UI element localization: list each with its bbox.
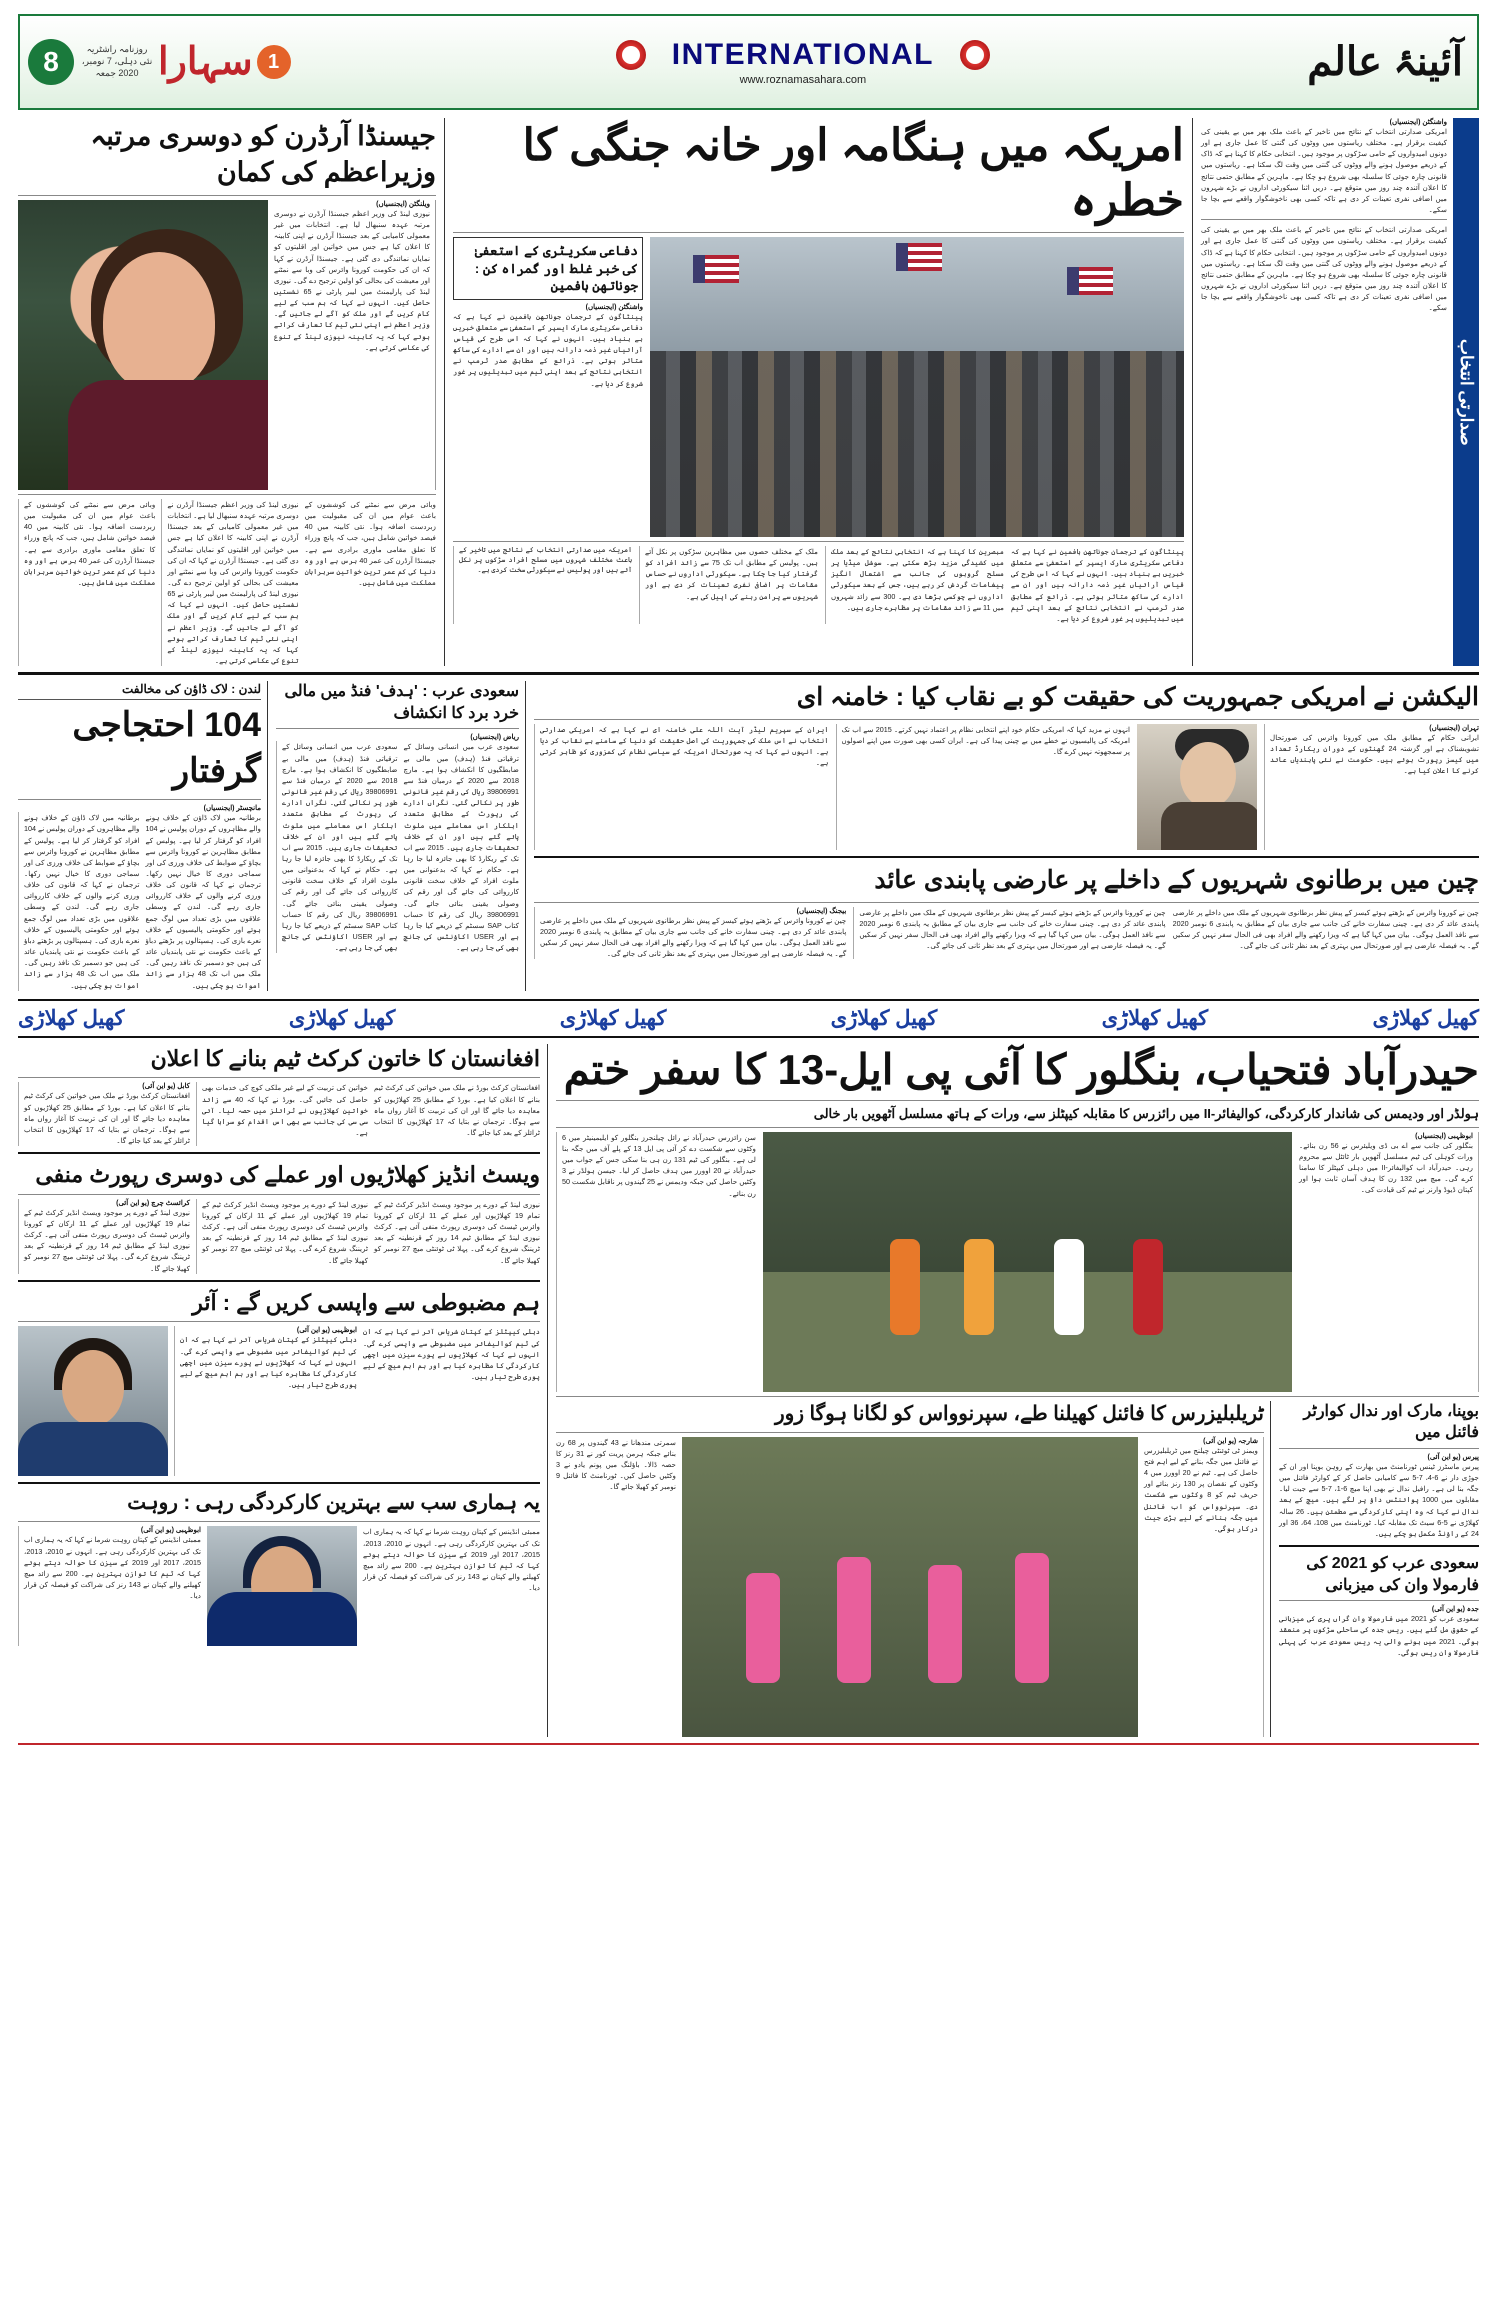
rohit-body: ممبئی انڈینس کے کپتان روہت شرما نے کہا کہ یہ ہماری اب تک کی بہترین کارکردگی رہی ہے۔ انہوں نے 2010، 2013، 2015، 2017 اور 2019 کے سیزن کا حوالہ دیتے ہوئے کہا کہ ٹیم کا توازن بہترین ہے۔ 200 سے زائد میچ کھیلنے والے کپتان نے 143 رنز کی شراکت کو فیصلہ کن قرار دیا۔ <box>24 1535 201 1601</box>
jacinda-body: نیوزی لینڈ کی وزیر اعظم جیسنڈا آرڈرن نے دوسری مرتبہ عہدہ سنبھال لیا ہے۔ انتخابات میں غیر معمولی کامیابی کے بعد جیسنڈا آرڈرن نے اپنی کابینہ کا اعلان کیا ہے جس میں خواتین اور اقلیتوں کو نمایاں نمائندگی دی گئی ہے۔ جیسنڈا آرڈرن نے کہا کہ ان کی حکومت کورونا وائرس کی وبا سے نمٹنے اور معیشت کی بحالی کو اولین ترجیح دے گی۔ نیوزی لینڈ کی پارلیمنٹ میں لیبر پارٹی نے 65 نشستیں حاصل کیں۔ انہوں نے کہا کہ ہم سب کے لیے کام کریں گے اور ملک کو آگے لے جائیں گے۔ وزیر اعظم نے اپنی نئی ٹیم کا تعارف کراتے ہوئے کہا کہ یہ کابینہ نیوزی لینڈ کے تنوع کی عکاسی کرتی ہے۔ <box>274 208 430 352</box>
top-section <box>18 118 1479 666</box>
page-number: 8 <box>28 39 74 85</box>
article-saudi-fund <box>276 681 526 990</box>
khamenei-col2: انہوں نے مزید کہا کہ امریکی حکام خود اپنے انتخابی نظام پر اعتماد نہیں کرتے۔ 2015 سے اب تک امریکہ کی پالیسیوں نے خطے میں بے چینی پیدا کی ہے۔ ایران کسی بھی صورت میں اپنے اصولوں پر سمجھوتہ نہیں کرے گا۔ <box>841 724 1131 757</box>
article-america <box>444 118 1193 666</box>
jacinda-body-4: وبائی مرض سے نمٹنے کی کوششوں کے باعث عوام میں ان کی مقبولیت میں زبردست اضافہ ہوا۔ نئی کابینہ میں 40 فیصد خواتین شامل ہیں، جب کہ پانچ وزراء کا تعلق مقامی ماوری برادری سے ہے۔ جیسنڈا آرڈرن کی عمر 40 برس ہے اور وہ دنیا کی کم عمر ترین خواتین سربراہان مملکت میں شامل ہیں۔ <box>304 499 436 587</box>
saudi-fund-headline: سعودی عرب : 'ہدف' فنڈ میں مالی خرد برد کا انکشاف <box>284 683 519 722</box>
presidential-body: امریکی صدارتی انتخاب کے نتائج میں تاخیر کے باعث ملک بھر میں بے یقینی کی کیفیت برقرار ہے۔ مختلف ریاستوں میں ووٹوں کی گنتی کا عمل جاری ہے اور دونوں امیدواروں کے حامی سڑکوں پر موجود ہیں۔ انتخابی حکام کا کہنا ہے کہ ڈاک کے ذریعے موصول ہونے والے ووٹوں کی گنتی میں وقت لگ سکتا ہے۔ ریاستوں میں قانونی چارہ جوئی کا سلسلہ بھی شروع ہو چکا ہے۔ ماہرین کے مطابق حتمی نتائج کا اعلان آئندہ چند روز میں متوقع ہے۔ دریں اثنا سیکورٹی اداروں نے بڑے شہروں میں اضافی نفری تعینات کر دی ہے تاکہ کسی بھی ناخوشگوار واقعے سے بچا جا سکے۔ <box>1201 127 1447 215</box>
masthead-right <box>1307 16 1477 108</box>
presidential-byline: واشنگٹن (ایجنسیاں) <box>1389 119 1447 126</box>
logo-subtitle: روزنامہ راشٹریہ <box>86 44 148 55</box>
masthead <box>18 14 1479 110</box>
jacinda-headline: جیسنڈا آرڈرن کو دوسری مرتبہ وزیراعظم کی کمان <box>90 121 436 188</box>
china-body-2: چین نے کورونا وائرس کے بڑھتے ہوئے کیسز کے پیش نظر برطانوی شہریوں کے ملک میں داخلے پر عارضی پابندی عائد کر دی ہے۔ چینی سفارت خانے کی جانب سے جاری بیان کے مطابق یہ پابندی 6 نومبر 2020 سے نافذ العمل ہوگی۔ بیان میں کہا گیا ہے کہ ویزا رکھنے والے افراد بھی فی الحال سفر نہیں کر سکیں گے۔ یہ فیصلہ عارضی ہے اور صورتحال میں بہتری کے بعد نظر ثانی کی جائے گی۔ <box>859 907 1166 951</box>
article-london <box>18 681 268 990</box>
iran-body: ایرانی حکام کے مطابق ملک میں کورونا وائرس کی صورتحال تشویشناک ہے اور گزشتہ 24 گھنٹوں کے دوران ریکارڈ تعداد میں کیسز رپورٹ ہوئے ہیں۔ حکومت نے نئی پابندیاں عائد کرنے کا اعلان کیا ہے۔ <box>1270 732 1479 776</box>
article-women-final <box>556 1401 1271 1737</box>
shreyas-iyer-photo <box>18 1326 168 1476</box>
afghanistan-body-3: افغانستان کرکٹ بورڈ نے ملک میں خواتین کی کرکٹ ٹیم بنانے کا اعلان کیا ہے۔ بورڈ کے مطابق 25 کھلاڑیوں کو معاہدہ دیا جائے گا اور ان کی تربیت کا آغاز رواں ماہ سے ہوگا۔ ترجمان نے بتایا کہ 17 کھلاڑیوں کا انتخاب ٹرائلز کے بعد کیا جائے گا۔ <box>374 1083 541 1137</box>
website-url[interactable]: www.roznamasahara.com <box>739 74 867 86</box>
us-protest-photo <box>650 237 1184 537</box>
sports-section <box>18 1044 1479 1737</box>
tennis-body: پیرس ماسٹرز ٹینس ٹورنامنٹ میں بھارت کے روہن بوپنا اور ان کے جوڑی دار نے 6-4، 7-5 سے کامیابی حاصل کر کے کوارٹر فائنل میں جگہ بنا لی ہے۔ رافیل ندال نے بھی اپنا میچ 6-1، 7-5 سے جیت لیا۔ مقابلوں میں 1000 پوائنٹس داؤ پر لگے ہیں۔ میچ کے بعد ندال نے کہا کہ وہ اپنی کارکردگی سے مطمئن ہیں۔ 26 سالہ کھلاڑی نے 5-6 سیٹ تک مقابلہ کیا۔ ٹورنامنٹ میں 108، 64، 36 اور 24 کے راؤنڈ مکمل ہو چکے ہیں۔ <box>1279 1461 1479 1538</box>
afghanistan-headline: افغانستان کا خاتون کرکٹ ٹیم بنانے کا اعلان <box>150 1045 540 1071</box>
saudi-fund-body-2: سعودی عرب میں انسانی وسائل کے ترقیاتی فنڈ (ہدف) میں مالی بے ضابطگیوں کا انکشاف ہوا ہے۔ مارچ 2018 سے 2020 کے درمیان فنڈ سے 39806991 ریال کی رقم غیر قانونی طور پر نکالی گئی۔ نگراں ادارے کی رپورٹ کے مطابق متعدد اہلکار اس معاملے میں ملوث پائے گئے ہیں اور ان کے خلاف تحقیقات جاری ہیں۔ 2015 سے اب تک کے ریکارڈ کا بھی جائزہ لیا جا رہا ہے۔ حکام نے کہا کہ بدعنوانی میں ملوث افراد کے خلاف سخت قانونی کارروائی کی جائے گی اور رقم کی وصولی یقینی بنائی جائے گی۔ 39806991 ریال کی رقم کا حساب کتاب SAP سسٹم کے ذریعے کیا جا رہا ہے اور USER اکاؤنٹس کی جانچ بھی کی جا رہی ہے۔ <box>403 742 520 953</box>
logo-date: نئی دہلی، 7 نومبر، 2020 جمعہ <box>81 56 153 78</box>
windies-body-3: نیوزی لینڈ کے دورے پر موجود ویسٹ انڈیز کرکٹ ٹیم کے تمام 19 کھلاڑیوں اور عملے کے 11 ارکان کے کورونا وائرس ٹیسٹ کی دوسری رپورٹ منفی آئی ہے۔ کرکٹ نیوزی لینڈ کے مطابق ٹیم 14 روز کے قرنطینہ کے بعد ٹریننگ شروع کرے گی۔ پہلا ٹی ٹوئنٹی میچ 27 نومبر کو کھیلا جائے گا۔ <box>374 1199 541 1265</box>
masthead-left <box>20 16 299 108</box>
sports-right-column <box>556 1044 1479 1737</box>
second-row <box>18 681 1479 990</box>
khel-khiladi-label: کھیل کھلاڑی <box>830 1006 938 1030</box>
america-col4: پینٹاگون کے ترجمان جوناتھن ہافمین نے کہا ہے کہ دفاعی سکریٹری مارک ایسپر کے استعفیٰ سے متعلق خبریں بے بنیاد ہیں۔ انہوں نے کہا کہ اس طرح کی قیاس آرائیاں غیر ذمہ دارانہ ہیں اور ان سے ادارے کی ساکھ متاثر ہوتی ہے۔ ذرائع کے مطابق صدر ٹرمپ نے انتخابی نتائج کے بعد اپنی ٹیم میں تبدیلیوں پر غور شروع کر دیا ہے۔ <box>1011 547 1184 623</box>
shreyas-body-2: دہلی کیپٹلز کے کپتان شریاس آئر نے کہا ہے کہ ان کی ٹیم کوالیفائر میں مضبوطی سے واپسی کرے گی۔ انہوں نے کہا کہ کھلاڑیوں نے پورے سیزن میں اچھی کارکردگی کا مظاہرہ کیا ہے اور ہم اہم میچ کے لیے پوری طرح تیار ہیں۔ <box>363 1327 540 1382</box>
china-body: چین نے کورونا وائرس کے بڑھتے ہوئے کیسز کے پیش نظر برطانوی شہریوں کے ملک میں داخلے پر عارضی پابندی عائد کر دی ہے۔ چینی سفارت خانے کی جانب سے جاری بیان کے مطابق یہ پابندی 6 نومبر 2020 سے نافذ العمل ہوگی۔ بیان میں کہا گیا ہے کہ ویزا رکھنے والے افراد بھی فی الحال سفر نہیں کر سکیں گے۔ یہ فیصلہ عارضی ہے اور صورتحال میں بہتری کے بعد نظر ثانی کی جائے گی۔ <box>540 915 847 959</box>
women-final-byline: شارجہ (یو این آئی) <box>1203 1437 1258 1445</box>
america-photo-caption: امریکہ میں صدارتی انتخاب کے نتائج میں تاخیر کے باعث مختلف شہروں میں مسلح افراد سڑکوں پر نکل آئے ہیں اور پولیس نے سیکورٹی سخت کردی ہے۔ <box>459 547 632 575</box>
publication-logo <box>80 43 291 81</box>
jacinda-body-3: نیوزی لینڈ کی وزیر اعظم جیسنڈا آرڈرن نے دوسری مرتبہ عہدہ سنبھال لیا ہے۔ انتخابات میں غیر معمولی کامیابی کے بعد جیسنڈا آرڈرن نے اپنی کابینہ کا اعلان کیا ہے جس میں خواتین اور اقلیتوں کو نمایاں نمائندگی دی گئی ہے۔ جیسنڈا آرڈرن نے کہا کہ ان کی حکومت کورونا وائرس کی وبا سے نمٹنے اور معیشت کی بحالی کو اولین ترجیح دے گی۔ نیوزی لینڈ کی پارلیمنٹ میں لیبر پارٹی نے 65 نشستیں حاصل کیں۔ انہوں نے کہا کہ ہم سب کے لیے کام کریں گے اور ملک کو آگے لے جائیں گے۔ وزیر اعظم نے اپنی نئی ٹیم کا تعارف کراتے ہوئے کہا کہ یہ کابینہ نیوزی لینڈ کے تنوع کی عکاسی کرتی ہے۔ <box>167 499 299 666</box>
sports-section-band <box>18 999 1479 1038</box>
sun-icon: 1 <box>257 45 291 79</box>
sports-left-column <box>18 1044 548 1737</box>
khel-khiladi-label: کھیل کھلاڑی <box>288 1006 396 1030</box>
khamenei-photo <box>1137 724 1257 850</box>
khel-khiladi-label: کھیل کھلاڑی <box>1372 1006 1479 1030</box>
logo-urdu-title: سہارا <box>158 41 253 83</box>
hyderabad-col-a: سن رائزرس حیدرآباد نے رائل چیلنجرز بنگلور کو ایلیمینیٹر میں 6 وکٹوں سے شکست دے کر آئی پی ایل 13 کے پلے آف میں جگہ بنا لی ہے۔ بنگلور کی ٹیم 131 رن ہی بنا سکی جس کے جواب میں حیدرآباد نے 20 اوورز میں ہدف حاصل کر لیا۔ جیسن ہولڈر نے 3 وکٹیں حاصل کیں جبکہ ودیمس نے 25 گیندوں پر ناقابل شکست 50 رن بنائے۔ <box>562 1132 757 1198</box>
london-kicker: لندن : لاک ڈاؤن کی مخالفت <box>18 681 261 700</box>
shreyas-headline: ہم مضبوطی سے واپسی کریں گے : آئر <box>192 1289 540 1315</box>
jacinda-body-2: وبائی مرض سے نمٹنے کی کوششوں کے باعث عوام میں ان کی مقبولیت میں زبردست اضافہ ہوا۔ نئی کابینہ میں 40 فیصد خواتین شامل ہیں، جب کہ پانچ وزراء کا تعلق مقامی ماوری برادری سے ہے۔ جیسنڈا آرڈرن کی عمر 40 برس ہے اور وہ دنیا کی کم عمر ترین خواتین سربراہان مملکت میں شامل ہیں۔ <box>24 499 156 587</box>
tennis-headline: بوپنا، مارک اور ندال کوارٹر فائنل میں <box>1303 1402 1479 1442</box>
windies-byline: کرائسٹ چرچ (یو این آئی) <box>116 1199 190 1207</box>
khel-khiladi-label: کھیل کھلاڑی <box>1101 1006 1209 1030</box>
shreyas-body: دہلی کیپٹلز کے کپتان شریاس آئر نے کہا ہے کہ ان کی ٹیم کوالیفائر میں مضبوطی سے واپسی کرے گی۔ انہوں نے کہا کہ کھلاڑیوں نے پورے سیزن میں اچھی کارکردگی کا مظاہرہ کیا ہے اور ہم اہم میچ کے لیے پوری طرح تیار ہیں۔ <box>180 1335 357 1390</box>
jacinda-ardern-photo <box>18 200 268 490</box>
defense-sub-headline: دفاعی سکریٹری کے استعفیٰ کی خبر غلط اور گمراہ کن : جوناتھن ہافمین <box>474 243 638 294</box>
windies-body-2: نیوزی لینڈ کے دورے پر موجود ویسٹ انڈیز کرکٹ ٹیم کے تمام 19 کھلاڑیوں اور عملے کے 11 ارکان کے کورونا وائرس ٹیسٹ کی دوسری رپورٹ منفی آئی ہے۔ کرکٹ نیوزی لینڈ کے مطابق ٹیم 14 روز کے قرنطینہ کے بعد ٹریننگ شروع کرے گی۔ پہلا ٹی ٹوئنٹی میچ 27 نومبر کو کھیلا جائے گا۔ <box>202 1199 369 1265</box>
women-final-headline: ٹریلبلیزرس کا فائنل کھیلنا طے، سپرنوواس کو لگانا ہوگا زور <box>775 1402 1264 1425</box>
ipl-match-photo <box>763 1132 1292 1392</box>
masthead-urdu-title: آئینۂ عالم <box>1307 40 1463 84</box>
rohit-body-2: ممبئی انڈینس کے کپتان روہت شرما نے کہا کہ یہ ہماری اب تک کی بہترین کارکردگی رہی ہے۔ انہوں نے 2010، 2013، 2015، 2017 اور 2019 کے سیزن کا حوالہ دیتے ہوئے کہا کہ ٹیم کا توازن بہترین ہے۔ 200 سے زائد میچ کھیلنے والے کپتان نے 143 رنز کی شراکت کو فیصلہ کن قرار دیا۔ <box>363 1527 540 1593</box>
hyderabad-headline <box>556 1044 1479 1097</box>
womens-t20-photo <box>682 1437 1138 1737</box>
china-byline: بیجنگ (ایجنسیاں) <box>796 907 847 915</box>
section-title: INTERNATIONAL <box>671 38 935 71</box>
women-final-col1: ویمنز ٹی ٹوئنٹی چیلنج میں ٹریلبلیزرس نے فائنل میں جگہ بنانے کے لیے اہم فتح حاصل کی ہے۔ ٹیم نے 20 اوورز میں 4 وکٹوں کے نقصان پر 130 رنز بنائے اور حریف ٹیم کو 8 وکٹوں سے شکست دی۔ سپرنوواس کو اب فائنل میں جگہ بنانے کے لیے بڑی جیت درکار ہوگی۔ <box>1144 1445 1258 1533</box>
khamenei-headline: الیکشن نے امریکی جمہوریت کی حقیقت کو بے نقاب کیا : خامنہ ای <box>796 683 1479 712</box>
america-headline: امریکہ میں ہنگامہ اور خانہ جنگی کا خطرہ <box>522 121 1184 225</box>
article-khamenei <box>534 681 1479 990</box>
hyderabad-subheadline: ہولڈر اور ودیمس کی شاندار کارکردگی، کوالیفائر-II میں رائزرس کا مقابلہ کیپٹلز سے، ورات کے ہاتھ مسلسل آٹھویں بار خالی <box>813 1106 1479 1122</box>
rohit-byline: ابوظہبی (یو این آئی) <box>140 1527 201 1535</box>
shreyas-byline: ابوظہبی (یو این آئی) <box>296 1327 357 1335</box>
china-body-3: چین نے کورونا وائرس کے بڑھتے ہوئے کیسز کے پیش نظر برطانوی شہریوں کے ملک میں داخلے پر عارضی پابندی عائد کر دی ہے۔ چینی سفارت خانے کی جانب سے جاری بیان کے مطابق یہ پابندی 6 نومبر 2020 سے نافذ العمل ہوگی۔ بیان میں کہا گیا ہے کہ ویزا رکھنے والے افراد بھی فی الحال سفر نہیں کر سکیں گے۔ یہ فیصلہ عارضی ہے اور صورتحال میں بہتری کے بعد نظر ثانی کی جائے گی۔ <box>1172 907 1479 951</box>
hyderabad-headline-text: حیدرآباد فتحیاب، بنگلور کا آئی پی ایل-13 کا سفر ختم <box>563 1045 1479 1093</box>
america-col2: ملک کے مختلف حصوں میں مظاہرین سڑکوں پر نکل آئے ہیں۔ پولیس کے مطابق اب تک 75 سے زائد افراد کو گرفتار کیا جا چکا ہے۔ سیکورٹی اداروں نے حساس مقامات پر اضافی نفری تعینات کر دی ہے اور شہریوں سے پرامن رہنے کی اپیل کی ہے۔ <box>645 547 818 601</box>
khamenei-col1: ایران کے سپریم لیڈر آیت اللہ علی خامنہ ای نے کہا ہے کہ امریکی صدارتی انتخاب نے اس ملک کی جمہوریت کی اصل حقیقت کو دنیا کے سامنے بے نقاب کر دیا ہے۔ انہوں نے کہا کہ یہ صورتحال امریکہ کے سیاسی نظام کی کمزوری کو ظاہر کرتی ہے۔ <box>540 724 829 768</box>
america-col1: پینٹاگون کے ترجمان جوناتھن ہافمین نے کہا ہے کہ دفاعی سکریٹری مارک ایسپر کے استعفیٰ سے متعلق خبریں بے بنیاد ہیں۔ انہوں نے کہا کہ اس طرح کی قیاس آرائیاں غیر ذمہ دارانہ ہیں اور ان سے ادارے کی ساکھ متاثر ہوتی ہے۔ ذرائع کے مطابق صدر ٹرمپ نے انتخابی نتائج کے بعد اپنی ٹیم میں تبدیلیوں پر غور شروع کر دیا ہے۔ <box>453 311 643 388</box>
rohit-headline: یہ ہماری سب سے بہترین کارکردگی رہی : روہت <box>127 1492 540 1515</box>
tennis-byline: پیرس (یو این آئی) <box>1427 1453 1479 1461</box>
star-ornament-icon <box>960 40 990 70</box>
rohit-sharma-photo <box>207 1526 357 1646</box>
iran-byline: تہران (ایجنسیاں) <box>1429 724 1479 732</box>
hyderabad-byline: ابوظہبی (ایجنسیاں) <box>1415 1132 1473 1140</box>
america-sub-byline: واشنگٹن (ایجنسیاں) <box>585 303 643 311</box>
saudi-f1-body: سعودی عرب کو 2021 میں فارمولا وان گراں پری کی میزبانی کے حقوق مل گئے ہیں۔ ریس جدہ کی ساحلی سڑکوں پر منعقد ہوگی۔ 2021 میں ہونے والی یہ ریس سعودی عرب کی پہلی فارمولا وان ریس ہوگی۔ <box>1279 1614 1479 1657</box>
presidential-sidebar <box>1201 118 1479 666</box>
hyderabad-col-b: بنگلور کی جانب سے اے بی ڈی ویلیئرس نے 56 رن بنائے۔ ورات کوہلی کی ٹیم مسلسل آٹھویں بار ٹائٹل سے محروم رہی۔ حیدرآباد اب کوالیفائر-II میں دہلی کیپٹلز کا سامنا کرے گی۔ میچ میں 132 رن کا ہدف آسان ثابت ہوا اور کپتان ڈیوڈ وارنر نے ٹیم کی قیادت کی۔ <box>1299 1140 1474 1195</box>
saudi-f1-headline: سعودی عرب کو 2021 کی فارمولا وان کی میزبانی <box>1306 1555 1479 1594</box>
jacinda-byline: ویلنگٹن (ایجنسیاں) <box>376 200 430 208</box>
windies-body: نیوزی لینڈ کے دورے پر موجود ویسٹ انڈیز کرکٹ ٹیم کے تمام 19 کھلاڑیوں اور عملے کے 11 ارکان کے کورونا وائرس ٹیسٹ کی دوسری رپورٹ منفی آئی ہے۔ کرکٹ نیوزی لینڈ کے مطابق ٹیم 14 روز کے قرنطینہ کے بعد ٹریننگ شروع کرے گی۔ پہلا ٹی ٹوئنٹی میچ 27 نومبر کو کھیلا جائے گا۔ <box>24 1207 191 1273</box>
masthead-center <box>299 16 1308 108</box>
london-body-2: برطانیہ میں لاک ڈاؤن کے خلاف ہونے والے مظاہروں کے دوران پولیس نے 104 افراد کو گرفتار کر لیا ہے۔ پولیس کے مطابق مظاہرین نے کورونا وائرس سے بچاؤ کے ضوابط کی خلاف ورزی کی اور سماجی دوری کا خیال نہیں رکھا۔ ترجمان نے کہا کہ قانون کی خلاف ورزی کرنے والوں کے خلاف کارروائی جاری رہے گی۔ لندن کے وسطی علاقوں میں بڑی تعداد میں لوگ جمع ہوئے اور حکومتی پالیسیوں کے خلاف نعرے بازی کی۔ ہسپتالوں پر بڑھتے دباؤ کے باعث حکومت نے نئی پابندیاں عائد کی ہیں جو دسمبر تک نافذ رہیں گی۔ ملک میں اب تک 48 ہزار سے زائد اموات ہو چکی ہیں۔ <box>145 813 261 990</box>
afghanistan-byline: کابل (یو این آئی) <box>142 1083 190 1091</box>
khel-khiladi-label: کھیل کھلاڑی <box>559 1006 667 1030</box>
london-body: برطانیہ میں لاک ڈاؤن کے خلاف ہونے والے مظاہروں کے دوران پولیس نے 104 افراد کو گرفتار کر لیا ہے۔ پولیس کے مطابق مظاہرین نے کورونا وائرس سے بچاؤ کے ضوابط کی خلاف ورزی کی اور سماجی دوری کا خیال نہیں رکھا۔ ترجمان نے کہا کہ قانون کی خلاف ورزی کرنے والوں کے خلاف کارروائی جاری رہے گی۔ لندن کے وسطی علاقوں میں بڑی تعداد میں لوگ جمع ہوئے اور حکومتی پالیسیوں کے خلاف نعرے بازی کی۔ ہسپتالوں پر بڑھتے دباؤ کے باعث حکومت نے نئی پابندیاں عائد کی ہیں جو دسمبر تک نافذ رہیں گی۔ ملک میں اب تک 48 ہزار سے زائد اموات ہو چکی ہیں۔ <box>24 813 140 990</box>
london-headline: 104 احتجاجی گرفتار <box>72 706 261 791</box>
saudi-fund-body: سعودی عرب میں انسانی وسائل کے ترقیاتی فنڈ (ہدف) میں مالی بے ضابطگیوں کا انکشاف ہوا ہے۔ مارچ 2018 سے 2020 کے درمیان فنڈ سے 39806991 ریال کی رقم غیر قانونی طور پر نکالی گئی۔ نگراں ادارے کی رپورٹ کے مطابق متعدد اہلکار اس معاملے میں ملوث پائے گئے ہیں اور ان کے خلاف تحقیقات جاری ہیں۔ 2015 سے اب تک کے ریکارڈ کا بھی جائزہ لیا جا رہا ہے۔ حکام نے کہا کہ بدعنوانی میں ملوث افراد کے خلاف سخت قانونی کارروائی کی جائے گی اور رقم کی وصولی یقینی بنائی جائے گی۔ 39806991 ریال کی رقم کا حساب کتاب SAP سسٹم کے ذریعے کیا جا رہا ہے اور USER اکاؤنٹس کی جانچ بھی کی جا رہی ہے۔ <box>282 742 398 953</box>
article-tennis <box>1279 1401 1479 1737</box>
afghanistan-body: افغانستان کرکٹ بورڈ نے ملک میں خواتین کی کرکٹ ٹیم بنانے کا اعلان کیا ہے۔ بورڈ کے مطابق 25 کھلاڑیوں کو معاہدہ دیا جائے گا اور ان کی تربیت کا آغاز رواں ماہ سے ہوگا۔ ترجمان نے بتایا کہ 17 کھلاڑیوں کا انتخاب ٹرائلز کے بعد کیا جائے گا۔ <box>24 1091 191 1145</box>
saudi-fund-byline: ریاض (ایجنسیاں) <box>470 734 519 742</box>
khel-khiladi-label: کھیل کھلاڑی <box>18 1006 125 1030</box>
windies-headline: ویسٹ انڈیز کھلاڑیوں اور عملے کی دوسری رپورٹ منفی <box>35 1162 540 1188</box>
london-byline: مانچسٹر (ایجنسیاں) <box>203 805 261 813</box>
defense-secretary-box <box>453 237 643 300</box>
afghanistan-body-2: خواتین کی تربیت کے لیے غیر ملکی کوچ کی خدمات بھی حاصل کی جائیں گی۔ بورڈ نے کہا کہ 40 سے زائد خواتین کھلاڑیوں نے ٹرائلز میں حصہ لیا۔ آئی سی سی کی جانب سے بھی اس اقدام کو سراہا گیا ہے۔ <box>202 1083 368 1137</box>
women-final-col2: سمرتی مندھانا نے 43 گیندوں پر 68 رن بنائے جبکہ ہرمن پریت کور نے 31 رنز کا حصہ ڈالا۔ باؤلنگ میں پونم یادو نے 3 وکٹیں حاصل کیں۔ ٹورنامنٹ کا فائنل 9 نومبر کو کھیلا جائے گا۔ <box>556 1437 676 1492</box>
china-headline: چین میں برطانوی شہریوں کے داخلے پر عارضی پابندی عائد <box>874 865 1479 894</box>
presidential-body-2: امریکی صدارتی انتخاب کے نتائج میں تاخیر کے باعث ملک بھر میں بے یقینی کی کیفیت برقرار ہے۔ مختلف ریاستوں میں ووٹوں کی گنتی کا عمل جاری ہے اور دونوں امیدواروں کے حامی سڑکوں پر موجود ہیں۔ انتخابی حکام کا کہنا ہے کہ ڈاک کے ذریعے موصول ہونے والے ووٹوں کی گنتی میں وقت لگ سکتا ہے۔ ریاستوں میں قانونی چارہ جوئی کا سلسلہ بھی شروع ہو چکا ہے۔ ماہرین کے مطابق حتمی نتائج کا اعلان آئندہ چند روز میں متوقع ہے۔ دریں اثنا سیکورٹی اداروں نے بڑے شہروں میں اضافی نفری تعینات کر دی ہے تاکہ کسی بھی ناخوشگوار واقعے سے بچا جا سکے۔ <box>1201 225 1447 313</box>
presidential-election-tab: صدارتی انتخاب <box>1453 118 1479 666</box>
saudi-f1-byline: جدہ (یو این آئی) <box>1431 1606 1479 1614</box>
footer-rule <box>18 1743 1479 1745</box>
america-col3: مبصرین کا کہنا ہے کہ انتخابی نتائج کے بعد ملک میں کشیدگی مزید بڑھ سکتی ہے۔ سوشل میڈیا پر مسلح گروہوں کی جانب سے اشتعال انگیز پیغامات گردش کر رہے ہیں، جس کے بعد سیکورٹی اداروں نے چوکسی بڑھا دی ہے۔ 300 سے زائد شہروں میں 11 سے زائد مقامات پر مظاہرے جاری ہیں۔ <box>831 547 1004 612</box>
article-jacinda <box>18 118 436 666</box>
star-ornament-icon <box>616 40 646 70</box>
